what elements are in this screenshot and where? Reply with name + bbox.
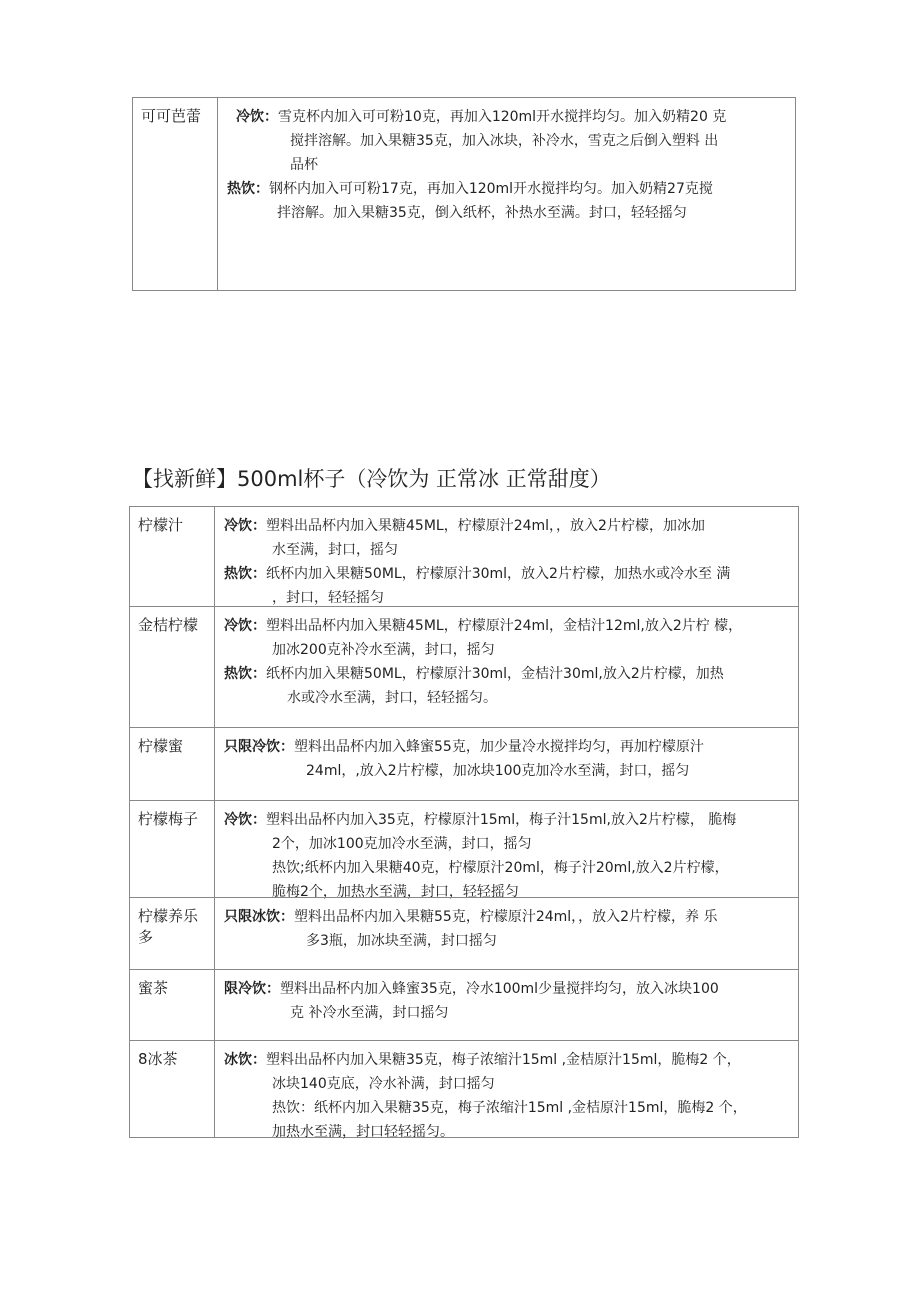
hot-label: 热饮： bbox=[224, 666, 266, 682]
instruction-text: 加冰200克补冷水至满，封口，摇匀 bbox=[272, 642, 495, 658]
instruction-text: 塑料出品杯内加入果糖45ML，柠檬原汁24ml，金桔汁12ml,放入2片柠 檬， bbox=[266, 618, 743, 634]
drink-instructions bbox=[218, 98, 795, 290]
cold-label: 冷饮： bbox=[236, 109, 278, 125]
instruction-text: 冰块140克底，冷水补满，封口摇匀 bbox=[272, 1076, 495, 1092]
instruction-text: 塑料出品杯内加入蜂蜜55克，加少量冷水搅拌均匀，再加柠檬原汁 bbox=[294, 739, 704, 755]
instruction-text: 2个，加冰100克加冷水至满，封口，摇匀 bbox=[272, 836, 532, 852]
drink-name-line: 柠檬养乐 bbox=[138, 907, 199, 925]
table-row bbox=[130, 507, 798, 606]
drink-name: 柠檬蜜 bbox=[130, 728, 215, 800]
drink-instructions bbox=[215, 728, 798, 800]
instruction-text: 24ml，,放入2片柠檬，加冰块100克加冷水至满，封口，摇匀 bbox=[306, 763, 690, 779]
drink-instructions bbox=[215, 801, 798, 900]
instruction-text: 热饮：纸杯内加入果糖35克，梅子浓缩汁15ml ,金桔原汁15ml，脆梅2 个， bbox=[272, 1100, 747, 1116]
recipe-table-1 bbox=[132, 97, 796, 291]
cold-label: 冷饮： bbox=[224, 618, 266, 634]
drink-name: 蜜茶 bbox=[130, 970, 215, 1040]
section-heading: 【找新鲜】500ml杯子（冷饮为 正常冰 正常甜度） bbox=[132, 467, 611, 491]
cold-only-label: 只限冷饮： bbox=[224, 739, 294, 755]
instruction-text: 塑料出品杯内加入果糖55克，柠檬原汁24ml，，放入2片柠檬，养 乐 bbox=[294, 909, 718, 925]
instruction-text: 雪克杯内加入可可粉10克，再加入120ml开水搅拌均匀。加入奶精20 克 bbox=[278, 109, 727, 125]
drink-instructions bbox=[215, 507, 798, 606]
instruction-text: 纸杯内加入果糖50ML，柠檬原汁30ml，金桔汁30ml,放入2片柠檬，加热 bbox=[266, 666, 724, 682]
instruction-text: 纸杯内加入果糖50ML，柠檬原汁30ml，放入2片柠檬，加热水或冷水至 满 bbox=[266, 566, 731, 582]
instruction-text: 脆梅2个，加热水至满，封口，轻轻摇匀 bbox=[272, 884, 519, 900]
instruction-text: 塑料出品杯内加入果糖35克，梅子浓缩汁15ml ,金桔原汁15ml，脆梅2 个， bbox=[266, 1052, 741, 1068]
instruction-text: 塑料出品杯内加入蜂蜜35克，冷水100ml少量搅拌均匀，放入冰块100 bbox=[280, 981, 719, 997]
instruction-text: 塑料出品杯内加入35克，柠檬原汁15ml，梅子汁15ml,放入2片柠檬， 脆梅 bbox=[266, 812, 737, 828]
table-row bbox=[133, 98, 795, 290]
drink-name: 柠檬汁 bbox=[130, 507, 215, 606]
instruction-text: 水至满，封口，摇匀 bbox=[272, 542, 398, 558]
instruction-text: 拌溶解。加入果糖35克，倒入纸杯，补热水至满。封口，轻轻摇匀 bbox=[277, 205, 687, 221]
drink-instructions bbox=[215, 1041, 798, 1140]
hot-label: 热饮： bbox=[224, 566, 266, 582]
instruction-text: 克 补冷水至满，封口摇匀 bbox=[290, 1005, 449, 1021]
instruction-text: 搅拌溶解。加入果糖35克，加入冰块，补冷水，雪克之后倒入塑料 出 bbox=[290, 133, 719, 149]
table-row bbox=[130, 606, 798, 727]
ice-label: 冰饮： bbox=[224, 1052, 266, 1068]
table-row bbox=[130, 969, 798, 1040]
hot-label: 热饮： bbox=[227, 181, 269, 197]
drink-instructions bbox=[215, 898, 798, 969]
drink-name bbox=[130, 898, 215, 969]
instruction-text: 品杯 bbox=[290, 157, 318, 173]
instruction-text: 加热水至满，封口轻轻摇匀。 bbox=[272, 1124, 454, 1140]
instruction-text: 钢杯内加入可可粉17克，再加入120ml开水搅拌均匀。加入奶精27克搅 bbox=[269, 181, 713, 197]
drink-instructions bbox=[215, 970, 798, 1040]
instruction-text: ，封口，轻轻摇匀 bbox=[272, 590, 384, 606]
instruction-text: 塑料出品杯内加入果糖45ML，柠檬原汁24ml，，放入2片柠檬，加冰加 bbox=[266, 518, 705, 534]
drink-name: 柠檬梅子 bbox=[130, 801, 215, 897]
table-row bbox=[130, 727, 798, 800]
instruction-text: 水或冷水至满，封口，轻轻摇匀。 bbox=[287, 690, 497, 706]
instruction-text: 多3瓶，加冰块至满，封口摇匀 bbox=[306, 933, 497, 949]
drink-name: 金桔柠檬 bbox=[130, 607, 215, 727]
drink-name-line: 多 bbox=[138, 928, 154, 946]
cold-label: 冷饮： bbox=[224, 518, 266, 534]
cold-label: 冷饮： bbox=[224, 812, 266, 828]
table-row bbox=[130, 800, 798, 900]
drink-instructions bbox=[215, 607, 798, 727]
ice-only-label: 只限冰饮： bbox=[224, 909, 294, 925]
cold-only-label: 限冷饮： bbox=[224, 981, 280, 997]
drink-name: 8冰茶 bbox=[130, 1041, 215, 1137]
table-row bbox=[130, 897, 798, 969]
instruction-text: 热饮;纸杯内加入果糖40克，柠檬原汁20ml，梅子汁20ml,放入2片柠檬， bbox=[272, 860, 729, 876]
drink-name: 可可芭蕾 bbox=[133, 98, 218, 290]
recipe-table-2 bbox=[129, 506, 799, 1138]
table-row bbox=[130, 1040, 798, 1140]
